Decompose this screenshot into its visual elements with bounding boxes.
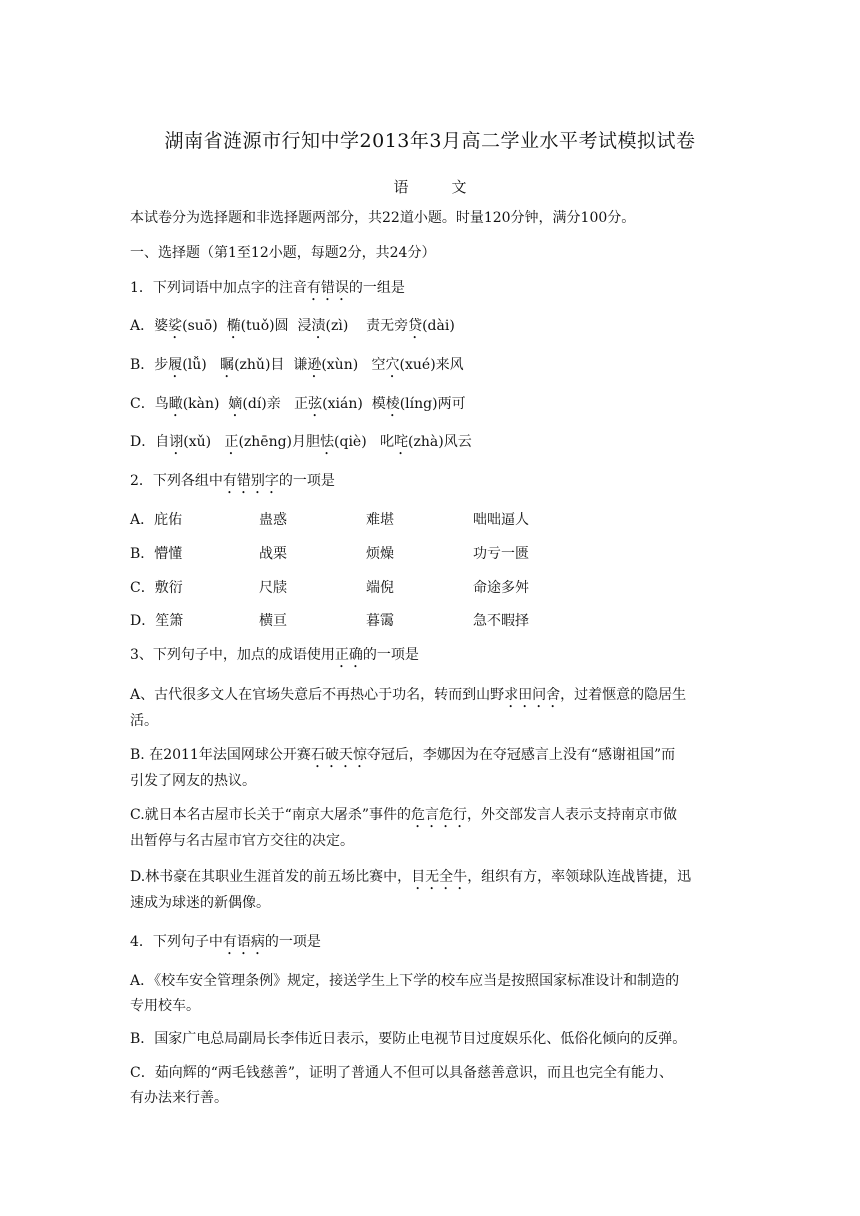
- q3-option-c-line2: 出暂停与名古屋市官方交往的决定。: [130, 833, 354, 849]
- exam-title: 湖南省涟源市行知中学2013年3月高二学业水平考试模拟试卷: [164, 130, 696, 152]
- q2-d-col1: D．笙箫: [130, 613, 184, 629]
- pinyin: (xùn): [321, 357, 359, 373]
- dotted-char: 棱: [385, 396, 400, 412]
- question-1-stem: [130, 279, 405, 304]
- emphasis-text: 正确: [334, 647, 363, 663]
- section-heading-choice: 一、选择题（第1至12小题，每题2分，共24分）: [130, 245, 436, 261]
- option-text: (dí)亲: [242, 396, 281, 412]
- question-4-stem: [130, 933, 321, 958]
- dotted-char: 椭: [226, 318, 241, 334]
- option-text: 浸: [288, 318, 312, 334]
- spacer: [207, 357, 220, 373]
- q2-a-col4: 咄咄逼人: [473, 512, 529, 528]
- q2-c-col1: C．敷衍: [130, 580, 183, 596]
- option-text: A、古代很多文人在官场失意后不再热心于功名，转而到山野: [130, 687, 505, 703]
- q2-a-col1: A．庇佑: [130, 512, 183, 528]
- option-text: ，外交部发言人表示支持南京市做: [466, 807, 677, 823]
- subject-char-2: 文: [451, 178, 467, 196]
- spacer: [218, 318, 227, 334]
- option-text: ，过着惬意的隐居生: [560, 687, 687, 703]
- spacer: [211, 434, 224, 450]
- dotted-char: 渍: [311, 318, 326, 334]
- q2-d-col3: 暮霭: [366, 613, 394, 629]
- pinyin: (zì): [325, 318, 349, 334]
- stem-text: 3、下列句子中，加点的成语使用: [130, 647, 335, 663]
- emphasis-text: 有语病: [222, 934, 265, 950]
- dotted-idiom: 危言危行: [410, 807, 467, 823]
- q4-option-a-line2: 专用校车。: [130, 998, 200, 1014]
- q3-option-a-line2: 活。: [130, 713, 158, 729]
- dotted-char: 娑: [168, 318, 183, 334]
- stem-text: 的一组是: [348, 280, 405, 296]
- q4-option-a-line1: A．《校车安全管理条例》规定，接送学生上下学的校车应当是按照国家标准设计和制造的: [130, 973, 680, 989]
- question-3-stem: [130, 646, 419, 671]
- dotted-char: 逊: [307, 357, 322, 373]
- stem-text: 4．下列句子中: [130, 934, 223, 950]
- q4-option-c-line2: 有办法来行善。: [130, 1090, 228, 1106]
- option-letter: C．: [130, 396, 155, 412]
- option-text: 叱: [366, 434, 395, 450]
- q2-a-col3: 难堪: [366, 512, 394, 528]
- dotted-idiom: 求田问舍: [504, 687, 561, 703]
- dotted-char: 诩: [169, 434, 184, 450]
- stem-text: 2．下列各组中: [130, 473, 223, 489]
- q2-b-col2: 战栗: [259, 546, 287, 562]
- pinyin: (xué)来风: [399, 357, 464, 373]
- dotted-char: 穴: [385, 357, 400, 373]
- dotted-char: 履: [168, 357, 183, 373]
- dotted-char: 瞩: [220, 357, 235, 373]
- q3-option-d-line2: 速成为球迷的新偶像。: [130, 895, 270, 911]
- q3-option-b-line1: [130, 746, 675, 771]
- pinyin: (lǚ): [182, 357, 207, 373]
- dotted-char: 弦: [308, 396, 323, 412]
- stem-text: 1．下列词语中加点字的注音: [130, 280, 307, 296]
- q2-d-col2: 横亘: [259, 613, 287, 629]
- q4-option-b: B．国家广电总局副局长李伟近日表示，要防止电视节目过度娱乐化、低俗化倾向的反弹。: [130, 1031, 687, 1047]
- emphasis-text: 有错别字: [222, 473, 279, 489]
- option-text: 婆: [154, 318, 169, 334]
- option-text: B. 在2011年法国网球公开赛: [130, 747, 311, 763]
- q2-c-col2: 尺牍: [259, 580, 287, 596]
- dotted-char: 瞰: [168, 396, 183, 412]
- option-text: C.就日本名古屋市长关于“南京大屠杀”事件的: [130, 807, 411, 823]
- option-text: 胆: [306, 434, 321, 450]
- q3-option-c-line1: [130, 806, 677, 831]
- subject-char-1: 语: [393, 178, 409, 196]
- option-text: 谦: [284, 357, 308, 373]
- q4-option-c-line1: C．茹向辉的“两毛钱慈善”，证明了普通人不但可以具备慈善意识，而且也完全有能力、: [130, 1065, 674, 1081]
- subject-heading: [0, 176, 860, 197]
- option-text: 步: [154, 357, 169, 373]
- pinyin: (zhà)风云: [408, 434, 472, 450]
- option-text: ，组织有方，率领球队连战皆捷，迅: [467, 869, 692, 885]
- q1-option-c: [130, 395, 466, 420]
- option-text: (tuǒ)圆: [240, 318, 289, 334]
- dotted-char: 嫡: [228, 396, 243, 412]
- option-letter: B．: [130, 357, 155, 373]
- option-text: 正: [280, 396, 309, 412]
- option-letter: D．: [130, 434, 156, 450]
- pinyin: (xián): [322, 396, 363, 412]
- q2-b-col4: 功亏一匮: [473, 546, 529, 562]
- q3-option-d-line1: [130, 868, 691, 893]
- option-text: 自: [155, 434, 170, 450]
- option-text: (zhēng)月: [238, 434, 307, 450]
- pinyin: (líng)两可: [399, 396, 466, 412]
- q2-a-col2: 蛊惑: [259, 512, 287, 528]
- pinyin: (qiè): [334, 434, 367, 450]
- q3-option-a-line1: [130, 686, 686, 711]
- stem-text: 的一项是: [278, 473, 335, 489]
- q2-c-col3: 端倪: [366, 580, 394, 596]
- dotted-idiom: 目无全牛: [411, 869, 468, 885]
- q2-c-col4: 命途多舛: [473, 580, 529, 596]
- pinyin: (suō): [182, 318, 218, 334]
- pinyin: (dài): [422, 318, 455, 334]
- option-text: 鸟: [154, 396, 169, 412]
- pinyin: (kàn): [182, 396, 220, 412]
- q1-option-a: [130, 317, 455, 342]
- q2-b-col1: B．懵懂: [130, 546, 183, 562]
- q2-d-col4: 急不暇择: [473, 613, 529, 629]
- option-text: 责无旁: [348, 318, 409, 334]
- dotted-char: 咤: [394, 434, 409, 450]
- dotted-idiom: 石破天惊: [310, 747, 367, 763]
- option-text: (zhǔ)目: [234, 357, 285, 373]
- stem-text: 的一项是: [362, 647, 419, 663]
- q1-option-b: [130, 356, 464, 381]
- q1-option-d: [130, 433, 472, 458]
- option-text: D.林书豪在其职业生涯首发的前五场比赛中，: [130, 869, 412, 885]
- q3-option-b-line2: 引发了网友的热议。: [130, 773, 256, 789]
- stem-text: 的一项是: [264, 934, 321, 950]
- dotted-char: 正: [224, 434, 239, 450]
- q2-b-col3: 烦燥: [366, 546, 394, 562]
- exam-intro: 本试卷分为选择题和非选择题两部分，共22道小题。时量120分钟，满分100分。: [130, 210, 636, 226]
- emphasis-text: 有错误: [306, 280, 349, 296]
- option-letter: A．: [130, 318, 155, 334]
- dotted-char: 怯: [320, 434, 335, 450]
- option-text: 空: [358, 357, 386, 373]
- question-2-stem: [130, 472, 335, 497]
- option-text: 夺冠后，李娜因为在夺冠感言上没有“感谢祖国”而: [366, 747, 676, 763]
- dotted-char: 贷: [408, 318, 423, 334]
- option-text: 模: [362, 396, 386, 412]
- pinyin: (xǔ): [183, 434, 212, 450]
